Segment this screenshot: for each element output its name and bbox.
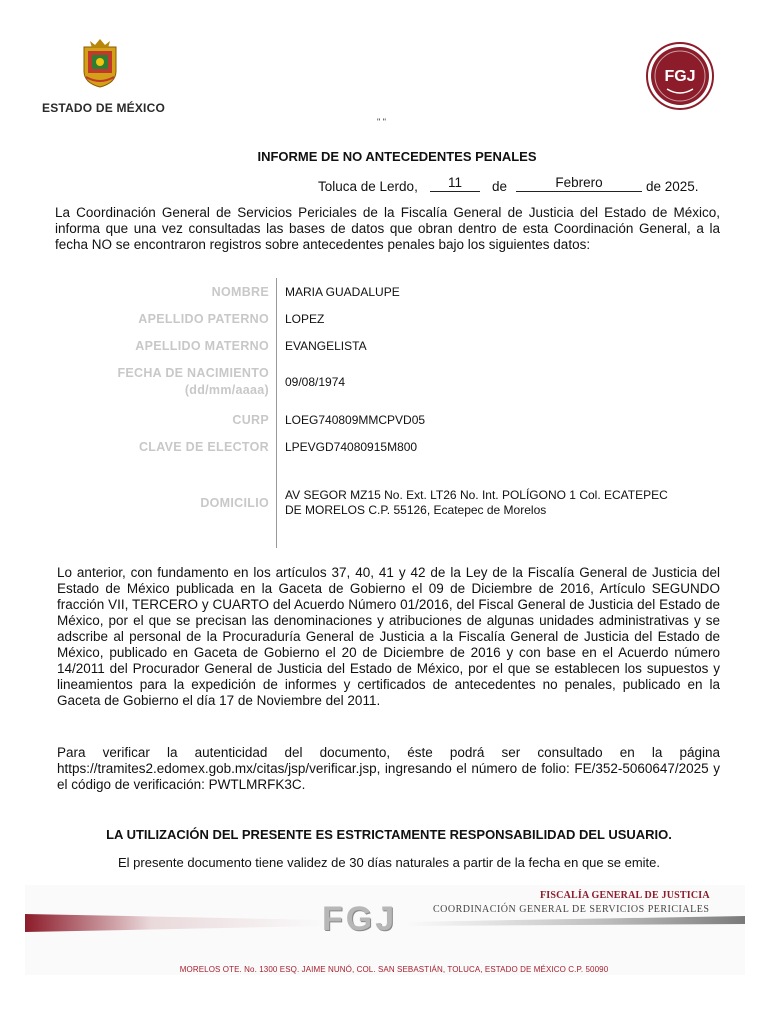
footer-fgj-logo: FGJ <box>322 900 398 938</box>
label-domicilio: DOMICILIO <box>200 496 269 510</box>
fgj-seal-logo <box>645 41 715 111</box>
month-field: Febrero <box>516 177 642 192</box>
year-suffix: de 2025. <box>646 179 699 194</box>
day-field: 11 <box>430 177 480 192</box>
header-dashes: " " <box>377 117 386 127</box>
state-coat-of-arms-logo <box>78 37 122 89</box>
svg-text:FGJ: FGJ <box>664 68 696 85</box>
label-curp: CURP <box>232 413 269 427</box>
value-domicilio-line1: AV SEGOR MZ15 No. Ext. LT26 No. Int. POLÍGONO 1 Col. ECATEPEC <box>285 488 668 502</box>
intro-paragraph: La Coordinación General de Servicios Periciales de la Fiscalía General de Justicia del Estado de México, informa que una vez consultadas las bases de datos que obran dentro de esta Coordinación General, a la fecha NO se encontraron registros sobre antecedentes penales bajo los siguientes datos: <box>55 205 720 252</box>
validity-statement: El presente documento tiene validez de 30 días naturales a partir de la fecha en que se emite. <box>117 855 660 870</box>
footer-coordination-name: COORDINACIÓN GENERAL DE SERVICIOS PERICIALES <box>433 904 710 915</box>
value-domicilio-line2: DE MORELOS C.P. 55126, Ecatepec de Morelos <box>285 503 547 517</box>
value-nombre: MARIA GUADALUPE <box>285 285 400 299</box>
responsibility-notice: LA UTILIZACIÓN DEL PRESENTE ES ESTRICTAMENTE RESPONSABILIDAD DEL USUARIO. <box>106 827 672 842</box>
label-clave-elector: CLAVE DE ELECTOR <box>138 440 269 454</box>
value-apellido-paterno: LOPEZ <box>285 312 325 326</box>
verification-paragraph: Para verificar la autenticidad del documento, éste podrá ser consultado en la página https://tramites2.edomex.gob.mx/citas/jsp/verificar.jsp, ingresando el número de folio: FE/352-5060647/2025 y el código de verificación: PWTLMRFK3C. <box>57 745 720 792</box>
footer-agency-name: FISCALÍA GENERAL DE JUSTICIA <box>540 890 710 901</box>
label-fecha-nacimiento: FECHA DE NACIMIENTO <box>117 366 269 380</box>
document-title: INFORME DE NO ANTECEDENTES PENALES <box>257 149 537 164</box>
state-name: ESTADO DE MÉXICO <box>42 101 165 115</box>
value-curp: LOEG740809MMCPVD05 <box>285 413 426 427</box>
label-nombre: NOMBRE <box>211 285 269 299</box>
place-prefix: Toluca de Lerdo, <box>318 179 418 194</box>
label-apellido-paterno: APELLIDO PATERNO <box>138 312 269 326</box>
value-apellido-materno: EVANGELISTA <box>285 339 367 353</box>
legal-basis-paragraph: Lo anterior, con fundamento en los artículos 37, 40, 41 y 42 de la Ley de la Fiscalía General de Justicia del Estado de México publicada en la Gaceta de Gobierno el 09 de Diciembre de 2016, Artículo SEGUNDO fracción VII, TERCERO y CUARTO del Acuerdo Número 01/2016, del Fiscal General de Justicia del Estado de México, por el que se precisan las denominaciones y atribuciones de algunas unidades administrativas y se adscribe al personal de la Procuraduría General de Justicia a la Fiscalía General de Justicia del Estado de México, publicado en Gaceta de Gobierno el 20 de Diciembre de 2016 y con base en el Acuerdo número 14/2011 del Procurador General de Justicia del Estado de México, por el que se establecen los supuestos y lineamientos para la expedición de informes y certificados de antecedentes no penales, publicado en la Gaceta de Gobierno el día 17 de Noviembre del 2011. <box>57 565 720 708</box>
de-label: de <box>492 179 508 194</box>
label-fecha-formato: (dd/mm/aaaa) <box>184 383 269 397</box>
value-fecha-nacimiento: 09/08/1974 <box>285 375 346 389</box>
value-clave-elector: LPEVGD74080915M800 <box>285 440 418 454</box>
table-divider <box>276 278 277 548</box>
footer-address: MORELOS OTE. No. 1300 ESQ. JAIME NUNÓ, COL. SAN SEBASTIÁN, TOLUCA, ESTADO DE MÉXICO C.P. 50090 <box>179 965 609 974</box>
label-apellido-materno: APELLIDO MATERNO <box>135 339 269 353</box>
